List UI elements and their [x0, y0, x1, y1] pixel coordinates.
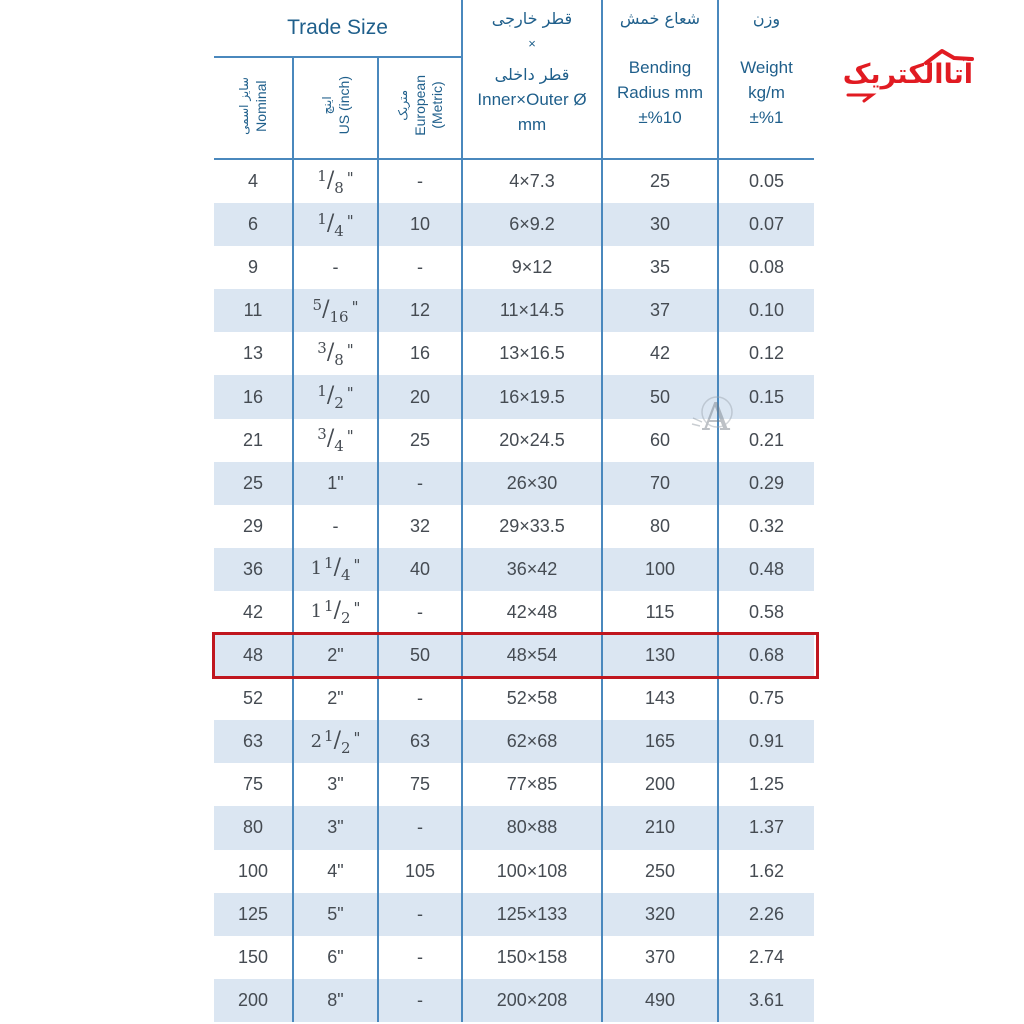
table-row — [214, 979, 814, 1022]
us-numerator: 3 — [317, 338, 327, 357]
bending-cell: 250 — [602, 850, 718, 893]
us-fraction — [311, 727, 361, 757]
metric-cell: 20 — [378, 375, 462, 418]
bending-cell: 490 — [602, 979, 718, 1022]
trade-size-header — [214, 0, 462, 57]
bending-cell: 70 — [602, 462, 718, 505]
weight-cell: 2.74 — [748, 946, 785, 967]
us-cell: 1" — [293, 462, 378, 505]
fraction-slash: / — [333, 555, 341, 581]
nominal-cell: 75 — [214, 763, 293, 806]
metric-cell: - — [378, 806, 462, 849]
weight-cell: 0.91 — [718, 720, 814, 763]
us-fraction — [311, 597, 361, 627]
us-cell: 3" — [293, 763, 378, 806]
table-row-highlighted — [214, 634, 814, 677]
bending-en-2: Radius mm — [617, 83, 703, 102]
watermark-letter: A — [702, 395, 730, 439]
bending-cell: 50 — [602, 375, 718, 418]
diameter-en: Inner×Outer Ø — [477, 90, 587, 109]
us-whole: 1 — [310, 558, 323, 580]
nominal-cell: 80 — [214, 806, 293, 849]
table-row — [214, 806, 814, 849]
us-numerator: 1 — [317, 382, 327, 401]
table-row — [214, 548, 814, 591]
nominal-cell: 100 — [214, 850, 293, 893]
bending-cell: 100 — [602, 548, 718, 591]
us-whole: 2 — [310, 730, 323, 752]
weight-cell: 0.07 — [718, 203, 814, 246]
table-row — [214, 289, 814, 332]
us-cell — [293, 375, 378, 418]
us-fraction — [317, 339, 353, 369]
table-row — [214, 246, 814, 289]
diameter-cell: 125×133 — [462, 893, 602, 936]
diameter-cell: 62×68 — [462, 720, 602, 763]
inch-mark: " — [346, 211, 354, 230]
diameter-cell: 52×58 — [462, 677, 602, 720]
diameter-cell: 42×48 — [462, 591, 602, 634]
inch-mark: " — [346, 168, 354, 187]
diameter-cell: 16×19.5 — [462, 375, 602, 418]
us-fraction — [313, 296, 359, 326]
inch-mark: " — [353, 728, 361, 747]
weight-cell: 0.12 — [748, 343, 785, 364]
nominal-cell: 9 — [214, 246, 293, 289]
fraction-slash: / — [326, 339, 335, 365]
diameter-cell: 48×54 — [462, 634, 602, 677]
us-denominator: 4 — [340, 566, 351, 585]
us-cell: 6" — [293, 936, 378, 979]
weight-cell: 2.26 — [718, 893, 814, 936]
diameter-header — [462, 0, 602, 159]
diameter-cell: 29×33.5 — [462, 505, 602, 548]
inch-mark: " — [346, 427, 354, 446]
nominal-en: Nominal — [253, 79, 269, 132]
us-numerator: 1 — [324, 597, 334, 616]
metric-cell: - — [378, 246, 462, 289]
nominal-cell: 125 — [214, 893, 293, 936]
weight-cell: 0.68 — [718, 634, 814, 677]
weight-cell: 0.32 — [748, 515, 785, 536]
bending-cell: 130 — [602, 634, 718, 677]
us-cell — [293, 548, 378, 591]
diameter-cell: 26×30 — [462, 462, 602, 505]
metric-cell: 16 — [378, 332, 462, 375]
diameter-cell: 80×88 — [462, 806, 602, 849]
table-row — [214, 893, 814, 936]
fraction-slash: / — [333, 598, 341, 624]
inch-mark: " — [351, 297, 359, 316]
table-row — [214, 850, 814, 893]
us-numerator: 1 — [324, 554, 334, 573]
nominal-cell: 13 — [214, 332, 293, 375]
metric-cell: - — [378, 677, 462, 720]
european-en: European — [411, 75, 428, 136]
fraction-slash: / — [326, 383, 335, 409]
metric-cell: 50 — [378, 634, 462, 677]
metric-cell: 12 — [378, 289, 462, 332]
us-denominator: 16 — [329, 307, 349, 326]
inch-mark: " — [346, 384, 354, 403]
us-fraction — [317, 210, 353, 240]
diameter-cell: 11×14.5 — [462, 289, 602, 332]
us-cell: 5" — [293, 893, 378, 936]
us-denominator: 8 — [334, 350, 344, 369]
us-header — [293, 57, 378, 159]
nominal-cell: 25 — [214, 462, 293, 505]
bending-cell: 200 — [602, 763, 718, 806]
diameter-cell: 36×42 — [462, 548, 602, 591]
weight-cell: 0.21 — [748, 429, 785, 450]
table-row — [214, 203, 814, 246]
weight-cell: 0.58 — [748, 601, 785, 622]
table-row — [214, 505, 814, 548]
inch-mark: " — [346, 340, 354, 359]
us-cell — [293, 419, 378, 462]
bending-en-1: Bending — [628, 58, 692, 77]
bending-cell: 35 — [602, 246, 718, 289]
diameter-cell: 13×16.5 — [462, 332, 602, 375]
us-fraction — [317, 382, 353, 412]
metric-cell: - — [378, 159, 462, 203]
bending-cell: 115 — [602, 591, 718, 634]
diameter-cell: 150×158 — [462, 936, 602, 979]
european-header — [378, 57, 462, 159]
us-denominator: 4 — [334, 437, 344, 456]
weight-cell: 0.10 — [718, 289, 814, 332]
bending-cell: 30 — [602, 203, 718, 246]
nominal-header — [214, 57, 293, 159]
bending-cell: 60 — [602, 419, 718, 462]
metric-cell: 40 — [378, 548, 462, 591]
weight-header — [718, 0, 814, 159]
metric-cell: - — [378, 462, 462, 505]
metric-cell: 25 — [378, 419, 462, 462]
fraction-slash: / — [333, 727, 341, 753]
us-numerator: 1 — [324, 726, 334, 745]
us-cell: 4" — [293, 850, 378, 893]
fraction-slash: / — [326, 210, 335, 236]
us-denominator: 2 — [340, 609, 351, 628]
us-fraction — [317, 425, 353, 455]
diameter-cell: 200×208 — [462, 979, 602, 1022]
weight-unit: kg/m — [748, 83, 785, 102]
bending-cell: 25 — [602, 159, 718, 203]
diameter-cell: 9×12 — [462, 246, 602, 289]
bending-cell: 370 — [602, 936, 718, 979]
weight-fa: وزن — [752, 9, 781, 28]
nominal-cell: 63 — [214, 720, 293, 763]
us-fraction — [317, 167, 353, 197]
bending-cell: 165 — [602, 720, 718, 763]
us-denominator: 2 — [340, 738, 351, 757]
us-en: US (inch) — [335, 76, 352, 135]
us-denominator: 2 — [334, 394, 344, 413]
us-cell — [293, 159, 378, 203]
diameter-fa-outer: قطر خارجی — [491, 9, 573, 28]
nominal-cell: 150 — [214, 936, 293, 979]
us-numerator: 1 — [317, 209, 327, 228]
table-body — [214, 159, 814, 1022]
metric-cell: 75 — [378, 763, 462, 806]
metric-en: (Metric) — [428, 81, 445, 130]
diameter-cell: 100×108 — [462, 850, 602, 893]
table-row — [214, 159, 814, 203]
us-cell: 2" — [293, 677, 378, 720]
conduit-spec-table — [214, 0, 814, 1022]
fraction-slash: / — [326, 167, 335, 193]
us-cell: - — [293, 246, 378, 289]
inch-mark: " — [353, 599, 361, 618]
weight-cell: 1.37 — [718, 806, 814, 849]
diameter-cell: 4×7.3 — [462, 159, 602, 203]
us-fa: اینچ — [319, 96, 334, 115]
weight-cell: 0.08 — [748, 257, 785, 278]
us-fraction — [311, 554, 361, 584]
european-fa: متریک — [395, 90, 410, 121]
nominal-fa: سایز اسمی — [237, 76, 251, 135]
table-row — [214, 332, 814, 375]
bending-cell: 210 — [602, 806, 718, 849]
us-cell — [293, 203, 378, 246]
nominal-cell: 4 — [214, 159, 293, 203]
us-denominator: 4 — [334, 221, 344, 240]
us-whole: 1 — [310, 601, 323, 623]
nominal-cell: 200 — [214, 979, 293, 1022]
weight-cell: 0.15 — [718, 375, 814, 418]
weight-cell: 1.62 — [748, 860, 785, 881]
us-numerator: 5 — [312, 295, 323, 314]
metric-cell: - — [378, 936, 462, 979]
logo-text: آتاالکتریک — [842, 59, 973, 90]
bending-cell: 80 — [602, 505, 718, 548]
table-row — [214, 720, 814, 763]
weight-en: Weight — [740, 58, 793, 77]
diameter-fa-inner: قطر داخلی — [494, 65, 570, 84]
metric-cell: 63 — [378, 720, 462, 763]
us-cell — [293, 591, 378, 634]
weight-cell: 3.61 — [718, 979, 814, 1022]
metric-cell: 32 — [378, 505, 462, 548]
nominal-cell: 11 — [214, 289, 293, 332]
diameter-mul: × — [528, 36, 536, 51]
metric-cell: - — [378, 591, 462, 634]
trade-size-label: Trade Size — [287, 16, 388, 39]
nominal-cell: 48 — [214, 634, 293, 677]
nominal-cell: 42 — [214, 591, 293, 634]
metric-cell: - — [378, 893, 462, 936]
weight-cell: 0.75 — [748, 688, 785, 709]
nominal-cell: 52 — [214, 677, 293, 720]
bending-header — [602, 0, 718, 159]
weight-cell: 0.05 — [748, 171, 785, 192]
weight-cell: 0.29 — [718, 462, 814, 505]
us-cell: 8" — [293, 979, 378, 1022]
weight-cell: 0.48 — [718, 548, 814, 591]
bending-tolerance: ±%10 — [638, 108, 682, 127]
bending-cell: 42 — [602, 332, 718, 375]
nominal-cell: 36 — [214, 548, 293, 591]
table-row — [214, 677, 814, 720]
table-row — [214, 936, 814, 979]
us-cell — [293, 720, 378, 763]
us-numerator: 1 — [317, 166, 327, 185]
us-cell — [293, 332, 378, 375]
metric-cell: - — [378, 979, 462, 1022]
watermark-logo-icon — [690, 388, 740, 448]
us-cell: 3" — [293, 806, 378, 849]
diameter-cell: 20×24.5 — [462, 419, 602, 462]
us-cell: - — [293, 505, 378, 548]
us-cell: 2" — [293, 634, 378, 677]
table-row — [214, 591, 814, 634]
bending-cell: 320 — [602, 893, 718, 936]
bending-cell: 37 — [602, 289, 718, 332]
bending-cell: 143 — [602, 677, 718, 720]
fraction-slash: / — [322, 296, 330, 322]
metric-cell: 105 — [378, 850, 462, 893]
weight-cell: 1.25 — [748, 774, 785, 795]
table-row — [214, 462, 814, 505]
diameter-unit: mm — [517, 115, 547, 134]
us-denominator: 8 — [334, 178, 344, 197]
diameter-cell: 77×85 — [462, 763, 602, 806]
metric-cell: 10 — [378, 203, 462, 246]
nominal-cell: 21 — [214, 419, 293, 462]
nominal-cell: 16 — [214, 375, 293, 418]
nominal-cell: 6 — [214, 203, 293, 246]
bending-fa: شعاع خمش — [619, 9, 701, 28]
us-cell — [293, 289, 378, 332]
table-row — [214, 763, 814, 806]
inch-mark: " — [353, 556, 361, 575]
us-numerator: 3 — [317, 425, 327, 444]
diameter-cell: 6×9.2 — [462, 203, 602, 246]
brand-logo — [842, 45, 977, 103]
weight-tolerance: ±%1 — [749, 108, 784, 127]
nominal-cell: 29 — [214, 505, 293, 548]
fraction-slash: / — [326, 426, 335, 452]
